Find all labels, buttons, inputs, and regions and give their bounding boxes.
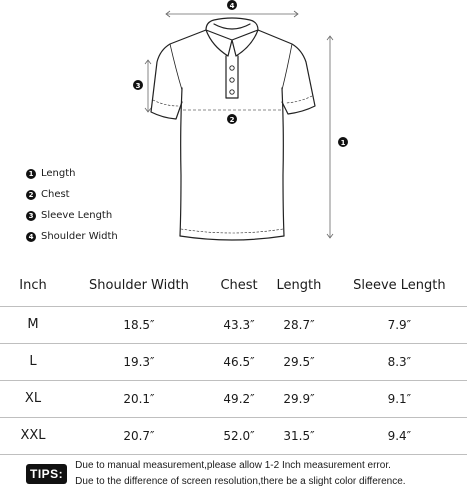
marker-sleeve xyxy=(133,80,143,90)
header-shoulder-width: Shoulder Width xyxy=(66,266,212,306)
number-badge: 4 xyxy=(26,232,36,242)
size-label: M xyxy=(0,306,66,343)
header-length: Length xyxy=(266,266,332,306)
shirt-outline xyxy=(151,18,315,240)
header-unit: Inch xyxy=(0,266,66,306)
header-sleeve-length: Sleeve Length xyxy=(332,266,467,306)
legend-item-sleeve xyxy=(26,205,118,226)
size-label: L xyxy=(0,343,66,380)
table-cell: 7.9″ xyxy=(332,306,467,343)
table-cell: 29.9″ xyxy=(266,380,332,417)
size-label: XXL xyxy=(0,417,66,454)
tips-line-color: Due to the difference of screen resolution,there be a slight color difference. xyxy=(75,476,406,487)
marker-chest xyxy=(227,114,237,124)
tips-badge: TIPS: xyxy=(26,464,67,484)
legend-item-chest xyxy=(26,184,118,205)
legend-item-length xyxy=(26,163,118,184)
number-badge: 3 xyxy=(26,211,36,221)
table-header-row xyxy=(0,266,467,306)
table-cell: 28.7″ xyxy=(266,306,332,343)
legend-label: Chest xyxy=(41,189,70,200)
svg-text:1: 1 xyxy=(340,139,346,147)
table-row xyxy=(0,343,467,380)
tips-text xyxy=(75,458,405,488)
marker-shoulder xyxy=(227,0,237,10)
table-cell: 20.1″ xyxy=(66,380,212,417)
table-cell: 46.5″ xyxy=(212,343,266,380)
size-label: XL xyxy=(0,380,66,417)
table-cell: 31.5″ xyxy=(266,417,332,454)
table-cell: 19.3″ xyxy=(66,343,212,380)
table-cell: 49.2″ xyxy=(212,380,266,417)
legend-label: Length xyxy=(41,168,76,179)
table-cell: 8.3″ xyxy=(332,343,467,380)
table-cell: 52.0″ xyxy=(212,417,266,454)
measurement-legend xyxy=(26,163,118,247)
svg-text:2: 2 xyxy=(229,116,235,124)
legend-label: Sleeve Length xyxy=(41,210,113,221)
placket-buttons xyxy=(230,66,234,94)
table-cell: 43.3″ xyxy=(212,306,266,343)
table-cell: 18.5″ xyxy=(66,306,212,343)
marker-length xyxy=(338,137,348,147)
tips-line-measurement: Due to manual measurement,please allow 1-2 Inch measurement error. xyxy=(75,460,391,471)
table-row xyxy=(0,417,467,454)
legend-item-shoulder xyxy=(26,226,118,247)
table-row xyxy=(0,380,467,417)
tips-note xyxy=(26,458,406,488)
table-cell: 9.4″ xyxy=(332,417,467,454)
number-badge: 2 xyxy=(26,190,36,200)
svg-text:3: 3 xyxy=(135,82,141,90)
table-cell: 29.5″ xyxy=(266,343,332,380)
measurement-guides xyxy=(145,11,333,238)
table-cell: 20.7″ xyxy=(66,417,212,454)
table-cell: 9.1″ xyxy=(332,380,467,417)
number-badge: 1 xyxy=(26,169,36,179)
size-chart-table xyxy=(0,266,467,455)
table-row xyxy=(0,306,467,343)
legend-label: Shoulder Width xyxy=(41,231,118,242)
header-chest: Chest xyxy=(212,266,266,306)
svg-text:4: 4 xyxy=(229,2,235,10)
